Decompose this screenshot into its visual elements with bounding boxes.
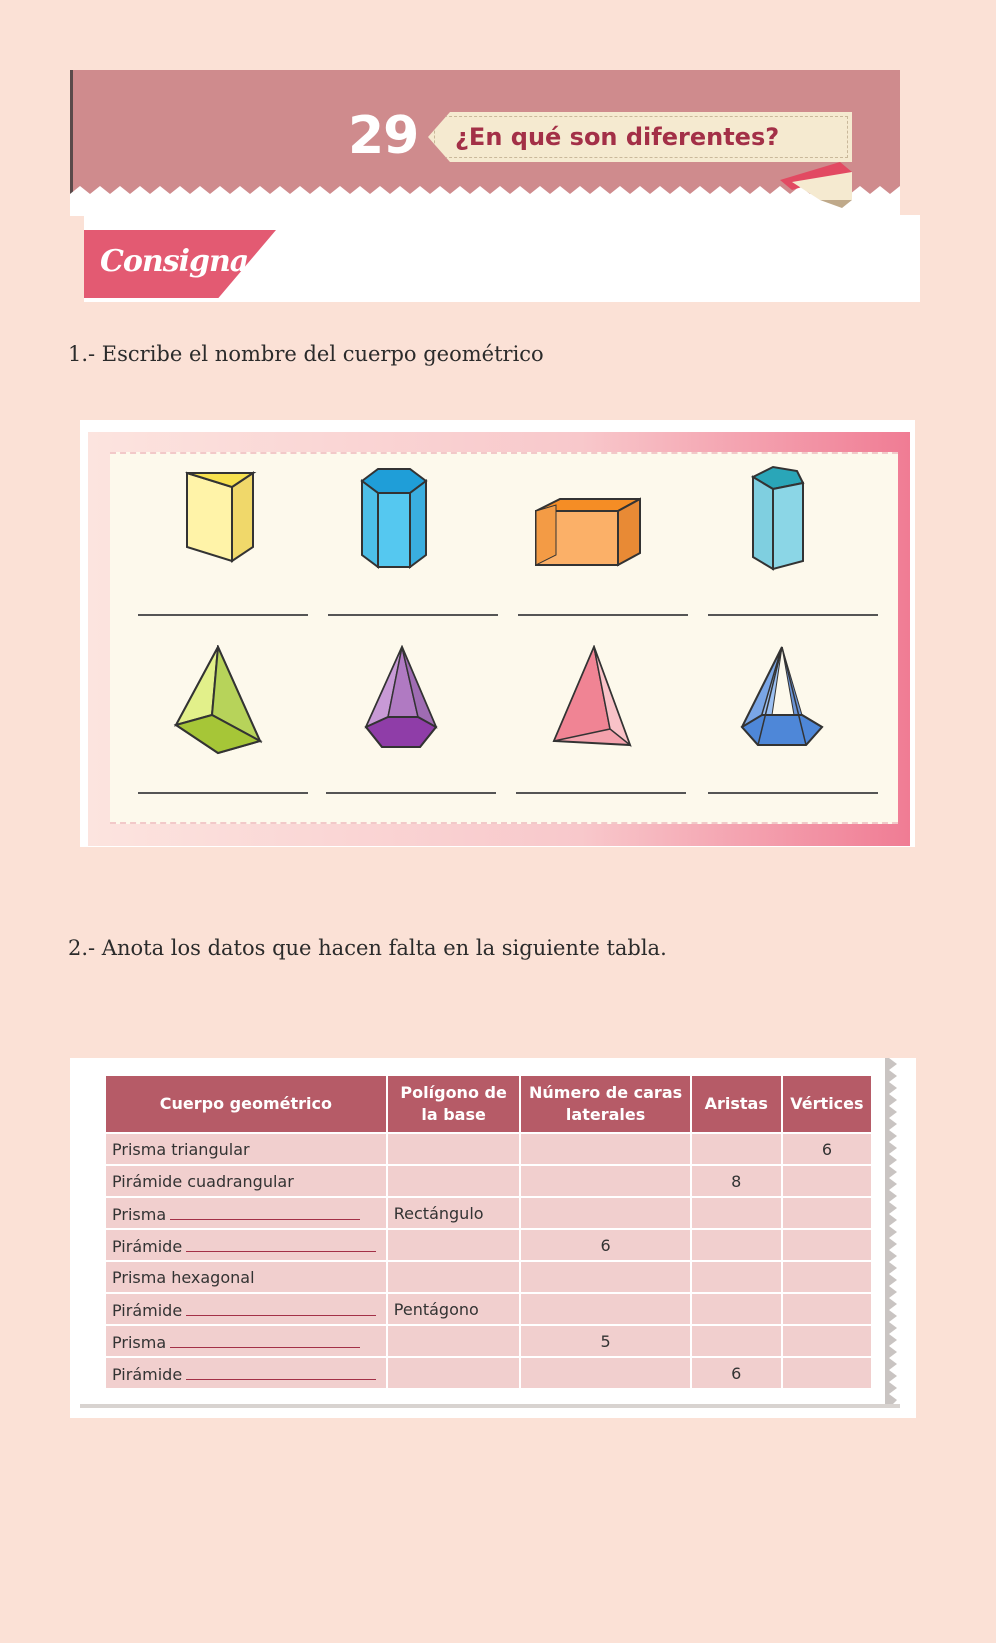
cuerpo-label: Prisma hexagonal [112,1267,255,1287]
cell-caras: 6 [520,1229,690,1261]
cell-poligono[interactable] [387,1357,521,1388]
cell-cuerpo [106,1165,387,1197]
cell-vertices[interactable] [782,1293,871,1325]
answer-line[interactable] [138,792,308,794]
answer-line[interactable] [708,614,878,616]
cuerpo-label: Pirámide [112,1236,183,1256]
table-row [106,1357,871,1388]
banner-zigzag-edge [70,186,900,216]
table-row [106,1293,871,1325]
cell-poligono: Rectángulo [387,1197,521,1229]
fill-in-blank[interactable] [186,1363,376,1380]
pentagonal-prism-icon [705,465,875,575]
cell-cuerpo[interactable] [106,1229,387,1261]
triangular-prism-icon [140,465,310,575]
answer-line[interactable] [326,792,496,794]
cell-aristas[interactable] [691,1197,782,1229]
column-header: Polígono de la base [387,1076,521,1133]
instruction-2: 2.- Anota los datos que hacen falta en la siguiente tabla. [68,936,667,960]
triangular-pyramid-icon [510,645,680,755]
cuerpo-label: Prisma triangular [112,1139,250,1159]
cell-caras[interactable] [520,1261,690,1293]
cell-cuerpo [106,1133,387,1165]
cell-poligono[interactable] [387,1229,521,1261]
hexagonal-prism-icon [310,465,480,575]
table-row [106,1197,871,1229]
cell-vertices[interactable] [782,1229,871,1261]
page-title: ¿En qué son diferentes? [455,123,780,151]
cell-cuerpo [106,1261,387,1293]
cell-caras[interactable] [520,1357,690,1388]
cell-vertices[interactable] [782,1261,871,1293]
cuerpo-label: Prisma [112,1204,167,1224]
fill-in-blank[interactable] [170,1331,360,1348]
cell-vertices[interactable] [782,1325,871,1357]
cell-poligono: Pentágono [387,1293,521,1325]
cell-vertices[interactable] [782,1165,871,1197]
cell-aristas: 6 [691,1357,782,1388]
cell-poligono[interactable] [387,1261,521,1293]
fill-in-blank[interactable] [186,1235,376,1252]
cell-cuerpo[interactable] [106,1357,387,1388]
cell-cuerpo[interactable] [106,1293,387,1325]
fill-in-blank[interactable] [170,1203,360,1220]
answer-line[interactable] [708,792,878,794]
column-header: Cuerpo geométrico [106,1076,387,1133]
pentagonal-pyramid-icon [318,645,488,755]
cell-caras[interactable] [520,1197,690,1229]
instruction-1: 1.- Escribe el nombre del cuerpo geométrico [68,342,544,366]
table-row [106,1325,871,1357]
hexagonal-pyramid-icon [698,645,868,755]
cell-cuerpo[interactable] [106,1325,387,1357]
answer-line[interactable] [138,614,308,616]
cell-caras: 5 [520,1325,690,1357]
column-header: Número de caras laterales [520,1076,690,1133]
table-shadow [80,1404,900,1408]
cell-caras[interactable] [520,1293,690,1325]
cuerpo-label: Prisma [112,1332,167,1352]
rectangular-prism-icon [500,465,670,575]
answer-line[interactable] [516,792,686,794]
square-pyramid-icon [132,645,302,755]
column-header: Aristas [691,1076,782,1133]
column-header: Vértices [782,1076,871,1133]
cell-vertices[interactable] [782,1357,871,1388]
cell-aristas[interactable] [691,1325,782,1357]
cell-vertices[interactable] [782,1197,871,1229]
answer-line[interactable] [328,614,498,616]
table-zigzag-edge [885,1058,915,1408]
cell-aristas[interactable] [691,1293,782,1325]
cuerpo-label: Pirámide cuadrangular [112,1171,294,1191]
cell-caras[interactable] [520,1165,690,1197]
table-row [106,1261,871,1293]
answer-line[interactable] [518,614,688,616]
cuerpo-label: Pirámide [112,1300,183,1320]
data-table [106,1076,871,1388]
cell-aristas[interactable] [691,1133,782,1165]
lesson-number: 29 [348,106,419,166]
table-row [106,1133,871,1165]
cell-poligono[interactable] [387,1133,521,1165]
table-row [106,1165,871,1197]
consigna-label: Consigna [100,244,249,279]
cell-aristas[interactable] [691,1261,782,1293]
cell-cuerpo[interactable] [106,1197,387,1229]
cell-poligono[interactable] [387,1325,521,1357]
table-row [106,1229,871,1261]
fill-in-blank[interactable] [186,1299,376,1316]
cell-poligono[interactable] [387,1165,521,1197]
page-edge [996,0,1000,1643]
cell-vertices: 6 [782,1133,871,1165]
cell-aristas: 8 [691,1165,782,1197]
ribbon-tail-icon [780,160,860,215]
cuerpo-label: Pirámide [112,1364,183,1384]
cell-aristas[interactable] [691,1229,782,1261]
cell-caras[interactable] [520,1133,690,1165]
